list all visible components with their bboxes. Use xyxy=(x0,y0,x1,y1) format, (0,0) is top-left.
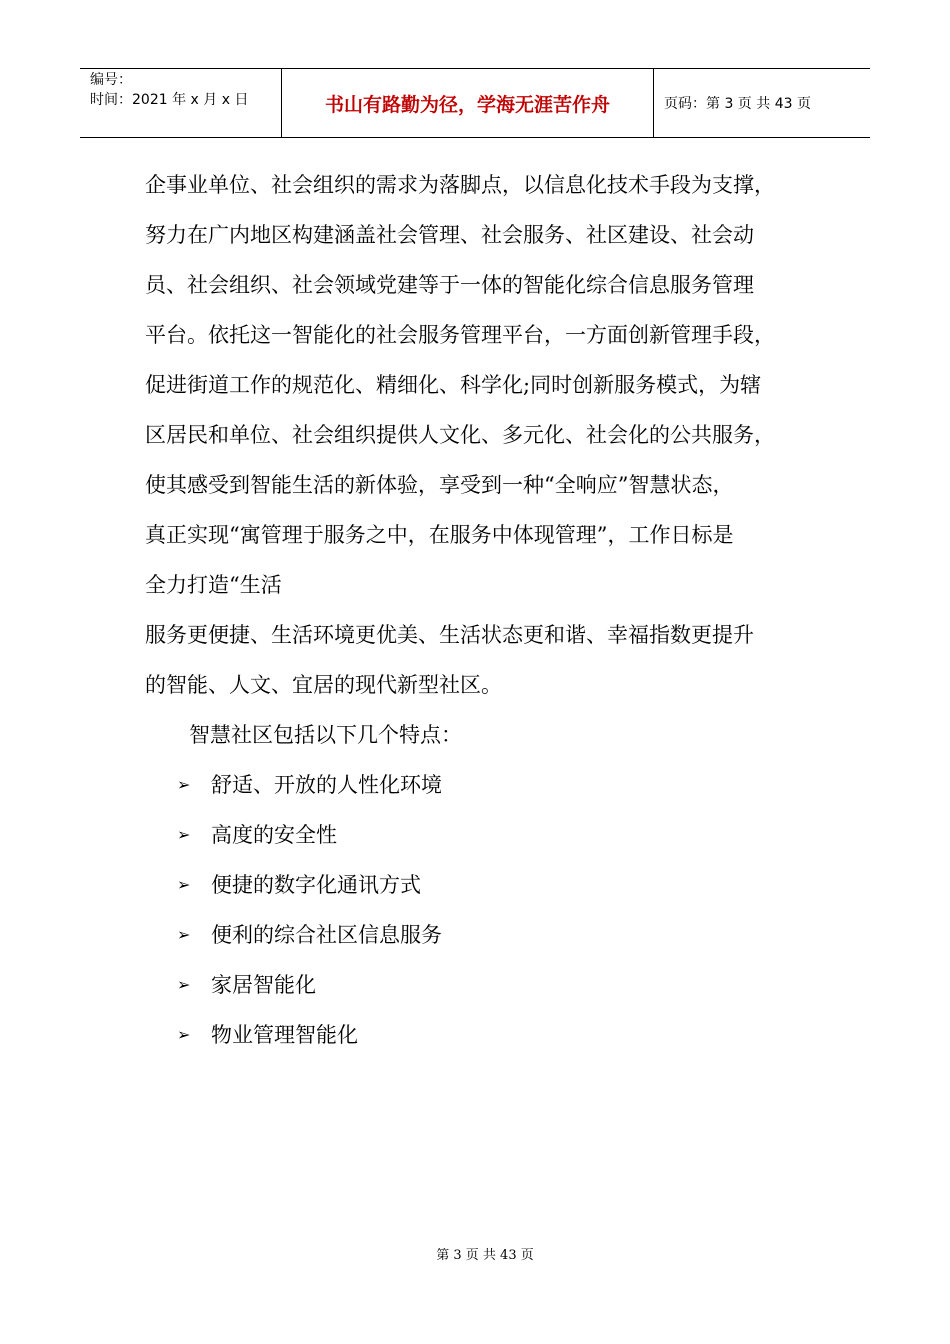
header-page-number: 页码：第 3 页 共 43 页 xyxy=(664,96,811,112)
arrow-right-icon: ➢ xyxy=(177,975,191,994)
body-line: 使其感受到智能生活的新体验，享受到一种“全响应”智慧状态， xyxy=(145,473,734,497)
body-line: 努力在广内地区构建涵盖社会管理、社会服务、社区建设、社会动 xyxy=(145,223,754,247)
feature-item xyxy=(145,960,825,1010)
document-number: 编号： xyxy=(90,72,132,88)
body-line: 全力打造“生活 xyxy=(145,573,282,597)
arrow-right-icon: ➢ xyxy=(177,775,191,794)
header-motto: 书山有路勤为径，学海无涯苦作舟 xyxy=(282,69,654,137)
arrow-right-icon: ➢ xyxy=(177,925,191,944)
body-line: 区居民和单位、社会组织提供人文化、多元化、社会化的公共服务， xyxy=(145,423,775,447)
feature-item xyxy=(145,810,825,860)
header-meta xyxy=(80,69,282,137)
body-line: 的智能、人文、宜居的现代新型社区。 xyxy=(145,673,502,697)
page-header xyxy=(80,68,870,138)
features-intro: 智慧社区包括以下几个特点： xyxy=(189,723,462,747)
feature-text: 高度的安全性 xyxy=(211,823,337,847)
body-line: 促进街道工作的规范化、精细化、科学化;同时创新服务模式，为辖 xyxy=(145,373,762,397)
feature-text: 便捷的数字化通讯方式 xyxy=(211,873,421,897)
arrow-right-icon: ➢ xyxy=(177,1025,191,1044)
feature-text: 家居智能化 xyxy=(211,973,316,997)
feature-item xyxy=(145,760,825,810)
document-body xyxy=(145,160,825,1060)
feature-text: 便利的综合社区信息服务 xyxy=(211,923,442,947)
feature-item xyxy=(145,860,825,910)
document-date: 时间：2021 年 x 月 x 日 xyxy=(90,92,249,108)
feature-item xyxy=(145,910,825,960)
page-footer: 第 3 页 共 43 页 xyxy=(436,1248,534,1263)
body-line: 服务更便捷、生活环境更优美、生活状态更和谐、幸福指数更提升 xyxy=(145,623,754,647)
feature-text: 物业管理智能化 xyxy=(211,1023,358,1047)
body-line: 企事业单位、社会组织的需求为落脚点，以信息化技术手段为支撑， xyxy=(145,173,775,197)
feature-text: 舒适、开放的人性化环境 xyxy=(211,773,442,797)
body-line: 真正实现“寓管理于服务之中，在服务中体现管理”，工作日标是 xyxy=(145,523,734,547)
feature-item xyxy=(145,1010,825,1060)
arrow-right-icon: ➢ xyxy=(177,875,191,894)
body-line: 员、社会组织、社会领域党建等于一体的智能化综合信息服务管理 xyxy=(145,273,754,297)
arrow-right-icon: ➢ xyxy=(177,825,191,844)
body-line: 平台。依托这一智能化的社会服务管理平台，一方面创新管理手段， xyxy=(145,323,775,347)
